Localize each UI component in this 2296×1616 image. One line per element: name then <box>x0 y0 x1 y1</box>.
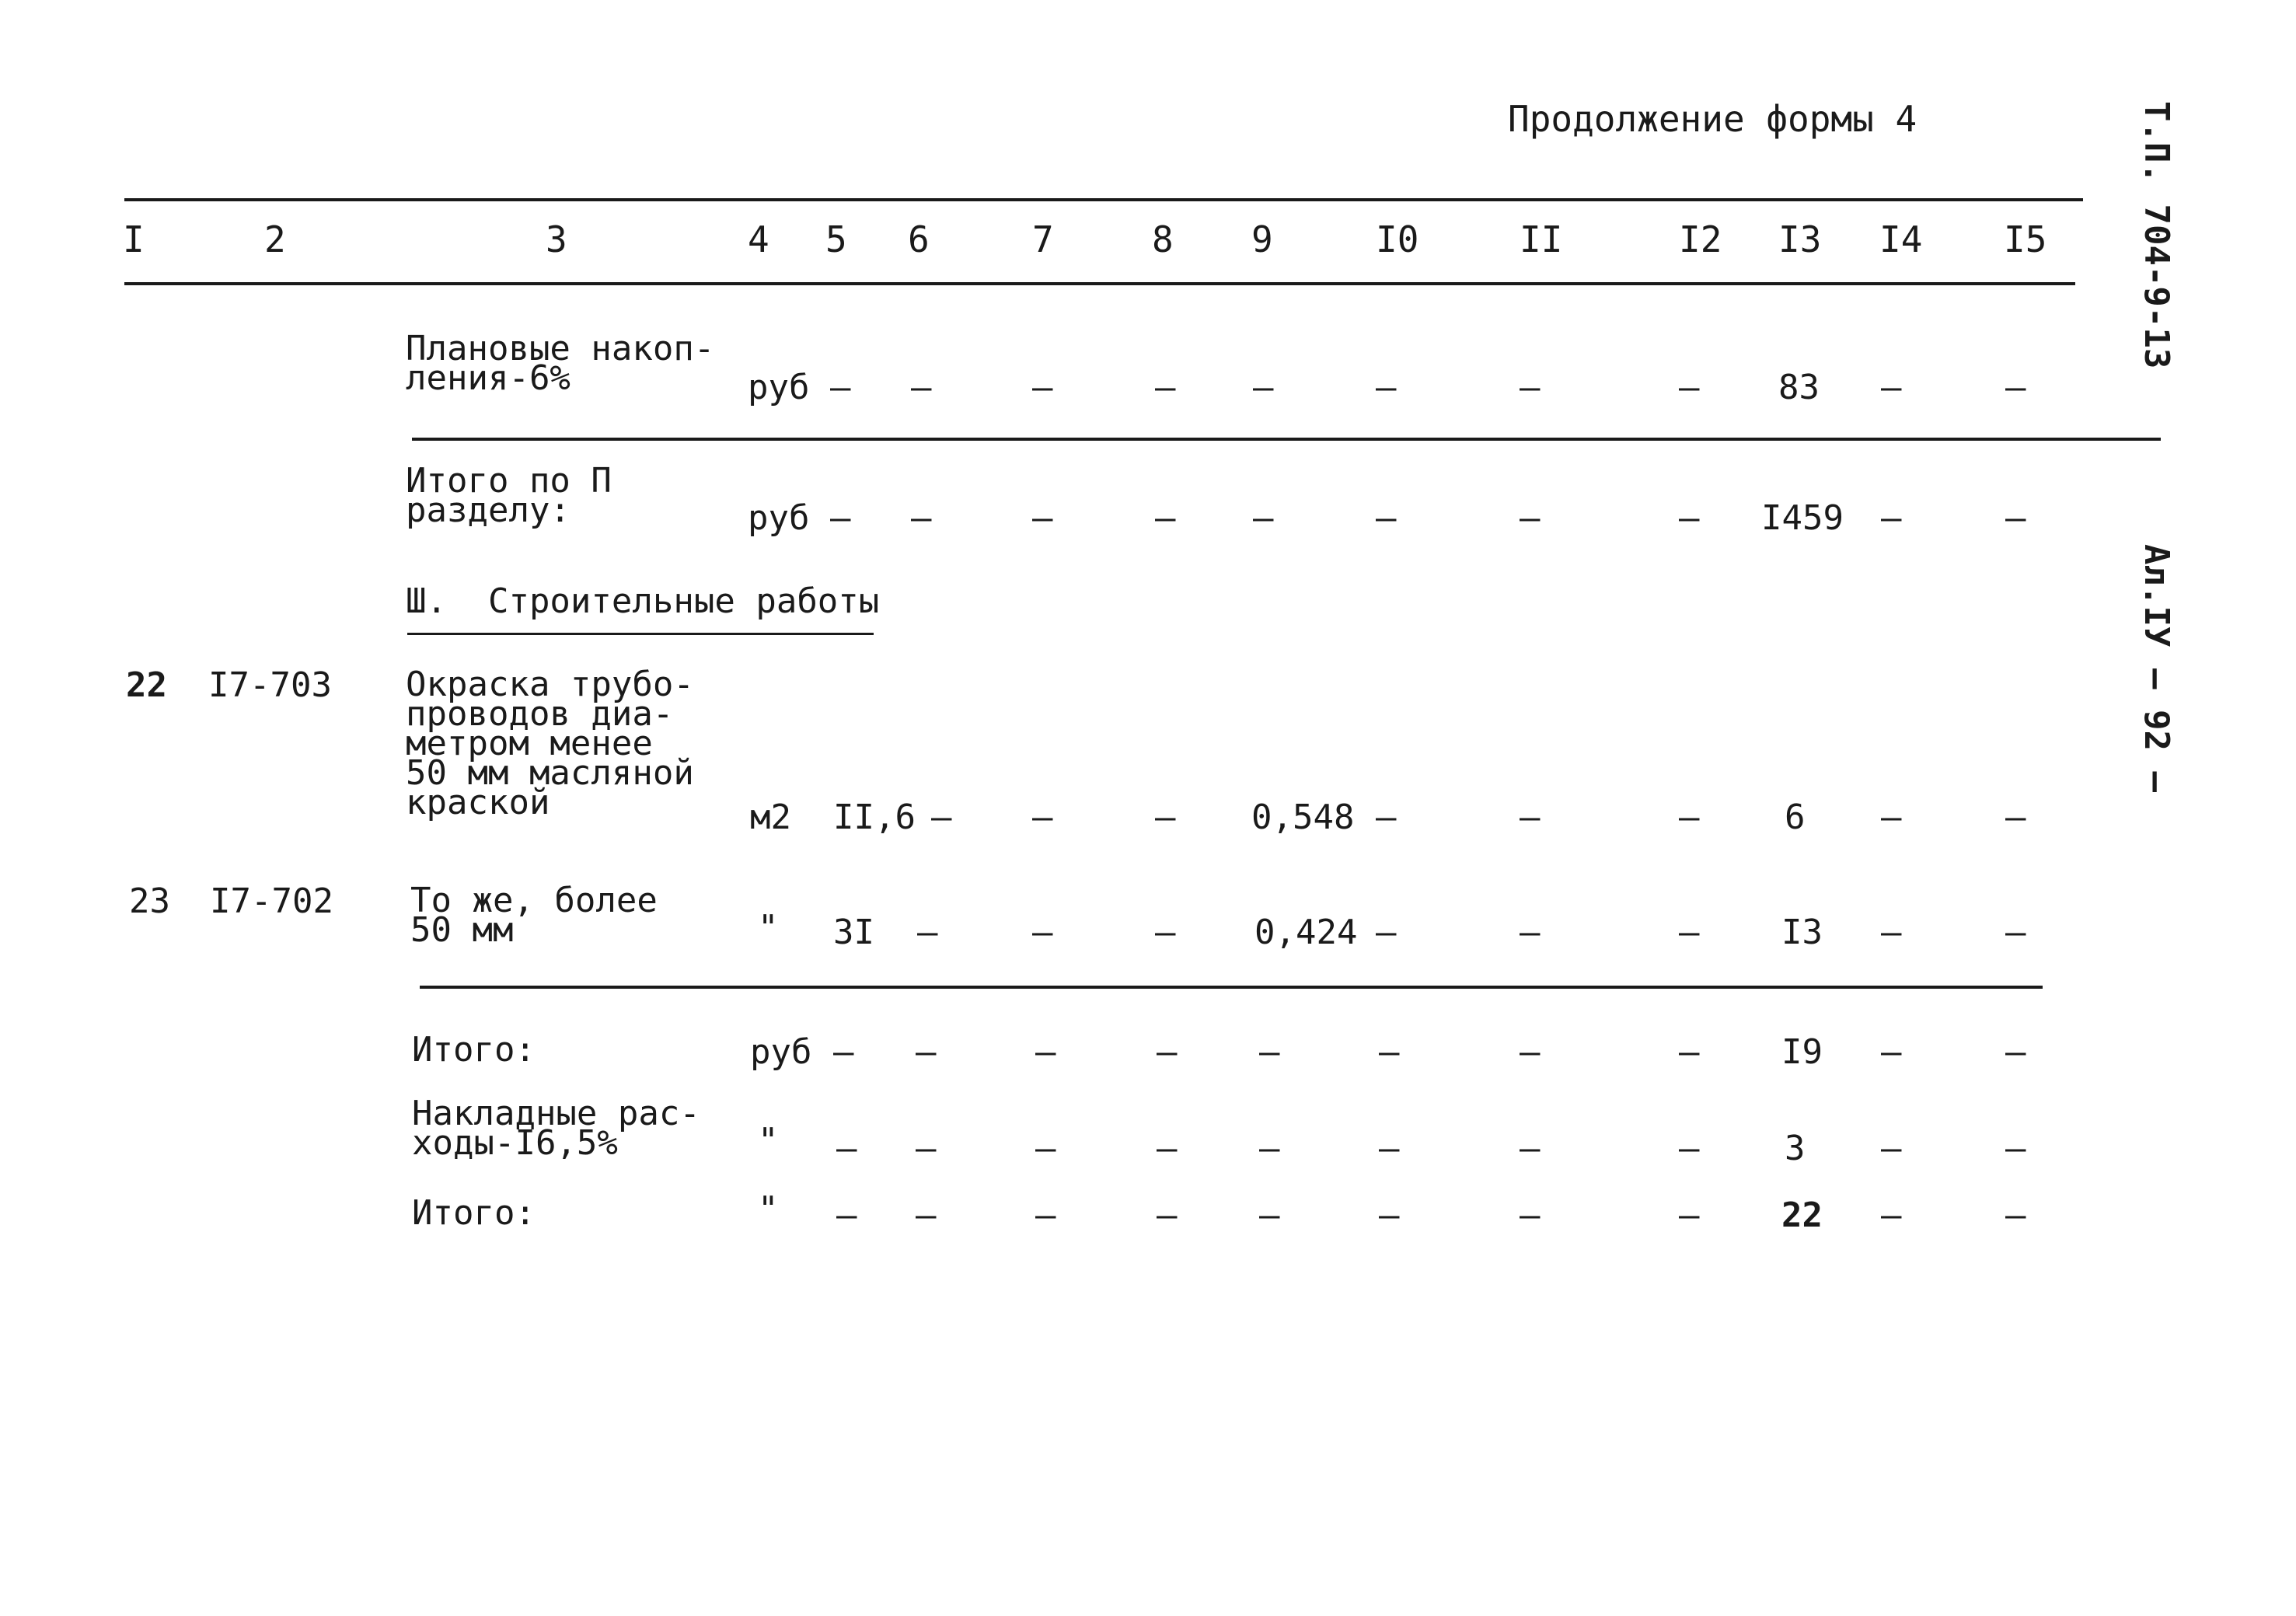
col-header-11: II <box>1520 218 1563 260</box>
col-header-7: 7 <box>1032 218 1054 260</box>
row-cell-10: – <box>1376 368 1397 407</box>
row-cell-11: – <box>1520 1129 1541 1168</box>
col-header-15: I5 <box>2004 218 2047 260</box>
row-cell-11: – <box>1520 368 1541 407</box>
row-cell-14: – <box>1881 798 1902 837</box>
row-cell-9: – <box>1259 1195 1280 1235</box>
row-unit: " <box>758 1189 779 1229</box>
row-cell-12: – <box>1679 1195 1700 1235</box>
row-cell-14: – <box>1881 913 1902 952</box>
row-unit: " <box>758 908 779 948</box>
row-cell-10: – <box>1379 1129 1400 1168</box>
row-cell-14: – <box>1881 498 1902 538</box>
header-bottom-rule <box>124 282 2075 285</box>
page-title: Продолжение формы 4 <box>1508 98 1917 140</box>
row-cell-13: I459 <box>1761 498 1844 538</box>
row-cell-7: – <box>1032 798 1053 837</box>
row-cell-9: 0,548 <box>1251 798 1355 837</box>
row-cell-9: – <box>1259 1032 1280 1072</box>
row-cell-12: – <box>1679 913 1700 952</box>
col-header-8: 8 <box>1152 218 1174 260</box>
row-cell-8: – <box>1157 1195 1178 1235</box>
col-header-4: 4 <box>748 218 769 260</box>
row-cell-7: – <box>1035 1195 1056 1235</box>
row-cell-13: 3 <box>1785 1129 1806 1168</box>
row-cell-10: – <box>1376 798 1397 837</box>
row-cell-7: – <box>1032 498 1053 538</box>
side-code: Т.П. 704-9-13 <box>2137 101 2176 369</box>
row-cell-10: – <box>1376 913 1397 952</box>
row-cell-5: – <box>830 368 851 407</box>
row-cell-6: – <box>931 798 952 837</box>
col-header-10: I0 <box>1376 218 1419 260</box>
row-description: То же, более 50 мм <box>410 881 658 950</box>
row-cell-14: – <box>1881 368 1902 407</box>
row-unit: " <box>758 1121 779 1161</box>
row-cell-6: – <box>911 498 932 538</box>
row-cell-6: – <box>916 1195 937 1235</box>
row-cell-8: – <box>1155 798 1176 837</box>
section-underline <box>407 633 874 635</box>
row-cell-13: I3 <box>1781 913 1823 952</box>
col-header-9: 9 <box>1251 218 1273 260</box>
row-description: Окраска трубо- проводов диа- метром менее 50 мм масляной краской <box>406 665 694 822</box>
row-unit: руб <box>748 498 810 538</box>
row-cell-12: – <box>1679 798 1700 837</box>
row-cell-8: – <box>1157 1129 1178 1168</box>
row-cell-6: – <box>917 913 938 952</box>
row-cell-14: – <box>1881 1129 1902 1168</box>
section-heading: Ш. Строительные работы <box>406 581 880 621</box>
row-cell-6: – <box>911 368 932 407</box>
row-separator <box>420 986 2043 989</box>
row-cell-11: – <box>1520 798 1541 837</box>
row-cell-8: – <box>1157 1032 1178 1072</box>
row-unit: руб <box>748 368 810 407</box>
row-separator <box>412 438 2161 441</box>
row-cell-11: – <box>1520 498 1541 538</box>
row-cell-15: – <box>2005 1129 2026 1168</box>
row-cell-15: – <box>2005 913 2026 952</box>
row-cell-9: 0,424 <box>1254 913 1358 952</box>
col-header-6: 6 <box>908 218 930 260</box>
row-cell-9: – <box>1253 498 1274 538</box>
row-cell-12: – <box>1679 368 1700 407</box>
row-cell-12: – <box>1679 498 1700 538</box>
row-cell-8: – <box>1155 498 1176 538</box>
row-cell-9: – <box>1259 1129 1280 1168</box>
col-header-5: 5 <box>825 218 847 260</box>
col-header-1: I <box>123 218 145 260</box>
header-top-rule <box>124 198 2083 201</box>
row-cell-6: – <box>916 1032 937 1072</box>
row-cell-13: I9 <box>1781 1032 1823 1072</box>
row-cell-12: – <box>1679 1032 1700 1072</box>
row-cell-7: – <box>1032 913 1053 952</box>
row-cell-15: – <box>2005 1195 2026 1235</box>
side-page: — 92 — <box>2137 668 2176 792</box>
row-number: 23 <box>129 881 170 921</box>
row-number: 22 <box>126 665 167 705</box>
row-cell-5: 3I <box>833 913 874 952</box>
row-unit: руб <box>750 1032 812 1072</box>
row-description: Плановые накоп- ления-6% <box>406 329 715 398</box>
row-cell-7: – <box>1035 1032 1056 1072</box>
row-cell-5: – <box>833 1032 854 1072</box>
col-header-12: I2 <box>1679 218 1722 260</box>
row-cell-11: – <box>1520 913 1541 952</box>
row-code: I7-703 <box>208 665 332 705</box>
row-cell-15: – <box>2005 498 2026 538</box>
row-cell-5: – <box>836 1129 857 1168</box>
row-description: Итого: <box>412 1193 536 1233</box>
row-unit: м2 <box>750 798 791 837</box>
side-album: Ал.IУ <box>2137 544 2176 647</box>
row-description: Итого: <box>412 1030 536 1070</box>
row-cell-5: II,6 <box>833 798 916 837</box>
row-cell-10: – <box>1376 498 1397 538</box>
row-code: I7-702 <box>210 881 333 921</box>
row-cell-9: – <box>1253 368 1274 407</box>
row-cell-15: – <box>2005 1032 2026 1072</box>
row-cell-13: 6 <box>1785 798 1806 837</box>
row-cell-5: – <box>830 498 851 538</box>
row-cell-15: – <box>2005 798 2026 837</box>
row-cell-15: – <box>2005 368 2026 407</box>
row-cell-7: – <box>1035 1129 1056 1168</box>
row-cell-10: – <box>1379 1032 1400 1072</box>
col-header-3: 3 <box>546 218 567 260</box>
col-header-2: 2 <box>264 218 286 260</box>
col-header-14: I4 <box>1879 218 1923 260</box>
row-cell-7: – <box>1032 368 1053 407</box>
row-cell-13: 83 <box>1778 368 1820 407</box>
row-cell-14: – <box>1881 1195 1902 1235</box>
col-header-13: I3 <box>1778 218 1822 260</box>
row-description: Итого по П разделу: <box>406 461 612 530</box>
row-cell-11: – <box>1520 1195 1541 1235</box>
row-cell-8: – <box>1155 368 1176 407</box>
row-cell-12: – <box>1679 1129 1700 1168</box>
row-cell-5: – <box>836 1195 857 1235</box>
row-cell-13: 22 <box>1781 1195 1823 1235</box>
row-cell-11: – <box>1520 1032 1541 1072</box>
row-description: Накладные рас- ходы-I6,5% <box>412 1094 700 1163</box>
row-cell-10: – <box>1379 1195 1400 1235</box>
row-cell-8: – <box>1155 913 1176 952</box>
row-cell-14: – <box>1881 1032 1902 1072</box>
row-cell-6: – <box>916 1129 937 1168</box>
